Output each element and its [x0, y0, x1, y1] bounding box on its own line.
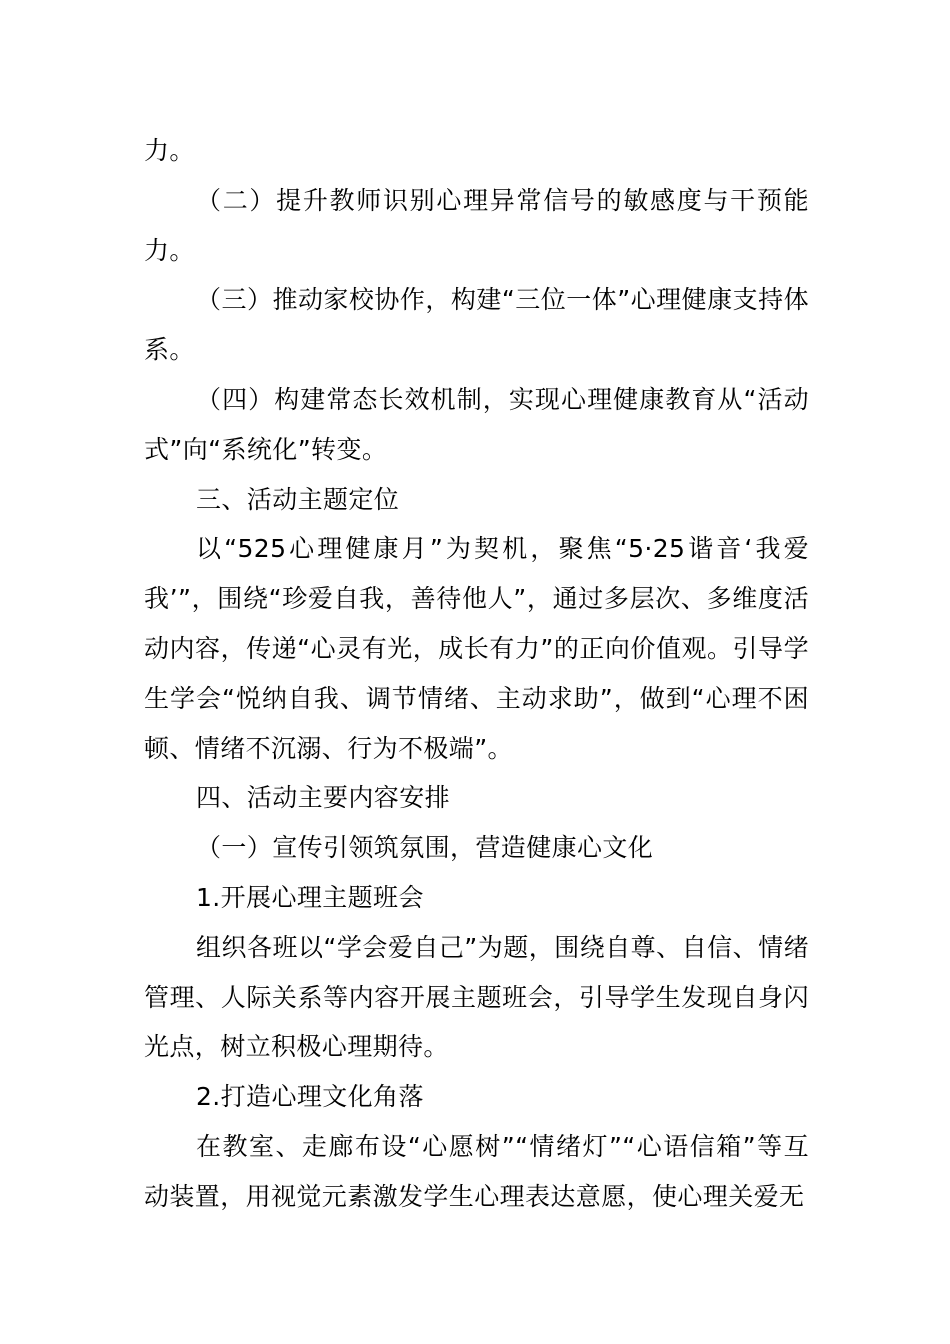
section-heading-theme: 三、活动主题定位	[196, 484, 400, 514]
item-heading-culture-corner: 2.打造心理文化角落	[196, 1082, 424, 1112]
section-body-theme: 以“525心理健康月”为契机，聚焦“5·25谐音‘我爱我’”，围绕“珍爱自我，善待他人”，通过多层次、多维度活动内容，传递“心灵有光，成长有力”的正向价值观。引导学生学会“悦纳自我、调节情绪、主动求助”，做到“心理不困顿、情绪不沉溺、行为不极端”。	[144, 534, 809, 763]
section-heading-content: 四、活动主要内容安排	[196, 783, 451, 813]
item-heading-class-meeting: 1.开展心理主题班会	[196, 882, 424, 912]
goal-item-2: （二）提升教师识别心理异常信号的敏感度与干预能力。	[144, 185, 809, 265]
item-body-culture-corner: 在教室、走廊布设“心愿树”“情绪灯”“心语信箱”等互动装置，用视觉元素激发学生心理表达意愿，使心理关爱无	[144, 1131, 809, 1211]
document-body	[144, 126, 809, 1222]
continuation-line: 力。	[144, 136, 195, 165]
subsection-heading-publicity: （一）宣传引领筑氛围，营造健康心文化	[196, 833, 654, 863]
goal-item-4: （四）构建常态长效机制，实现心理健康教育从“活动式”向“系统化”转变。	[144, 384, 809, 464]
item-body-class-meeting: 组织各班以“学会爱自己”为题，围绕自尊、自信、情绪管理、人际关系等内容开展主题班会，引导学生发现自身闪光点，树立积极心理期待。	[144, 932, 809, 1062]
goal-item-3: （三）推动家校协作，构建“三位一体”心理健康支持体系。	[144, 285, 809, 365]
